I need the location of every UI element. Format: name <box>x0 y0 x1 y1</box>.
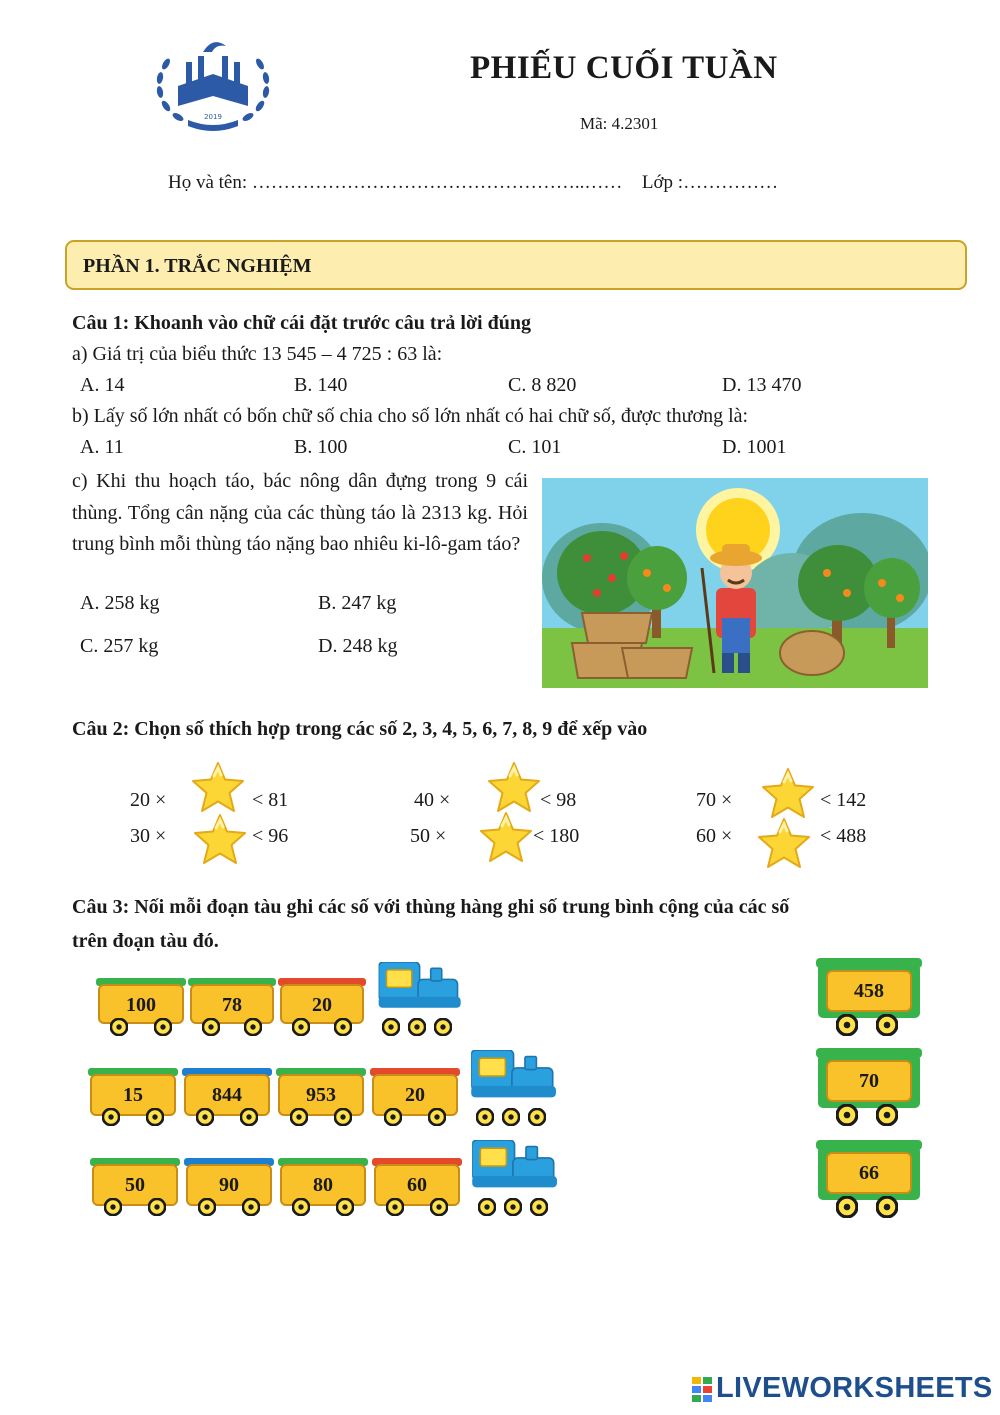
q3-title-line2: trên đoạn tàu đó. <box>72 930 219 952</box>
q2-item1-left: 20 × <box>130 789 167 811</box>
q2-item4-right: < 96 <box>252 825 289 847</box>
train-2-car-2: 844 <box>212 1084 242 1106</box>
section-1-title: PHẦN 1. TRẮC NGHIỆM <box>83 255 312 277</box>
train-1-car-3: 20 <box>312 994 332 1016</box>
logo-year: 2019 <box>204 113 222 121</box>
train-1-car-1: 100 <box>126 994 156 1016</box>
q1b-text: b) Lấy số lớn nhất có bốn chữ số chia cho số lớn nhất có hai chữ số, được thương là: <box>72 405 749 427</box>
q1c-option-a[interactable]: A. 258 kg <box>80 592 160 614</box>
q3-title-line1: Câu 3: Nối mỗi đoạn tàu ghi các số với thùng hàng ghi số trung bình cộng của các số <box>72 896 790 918</box>
q1a-option-b[interactable]: B. 140 <box>294 374 348 396</box>
worksheet-title: PHIẾU CUỐI TUẦN <box>470 50 778 86</box>
q2-item4-star-blank[interactable] <box>192 812 248 868</box>
train-3-car-1: 50 <box>125 1174 145 1196</box>
worksheet-code: Mã: 4.2301 <box>580 114 659 133</box>
train-2-car-1: 15 <box>123 1084 143 1106</box>
liveworksheets-logo-icon <box>692 1377 712 1403</box>
q1c-option-c[interactable]: C. 257 kg <box>80 635 159 657</box>
q2-item2-left: 40 × <box>414 789 451 811</box>
train-3-car-2: 90 <box>219 1174 239 1196</box>
train-2-car-3: 953 <box>306 1084 336 1106</box>
q1a-option-a[interactable]: A. 14 <box>80 374 125 396</box>
train-1[interactable] <box>96 962 476 1034</box>
train-3-car-4: 60 <box>407 1174 427 1196</box>
wagon-2-value: 70 <box>859 1070 879 1092</box>
q1a-option-c[interactable]: C. 8 820 <box>508 374 577 396</box>
q1a-option-d[interactable]: D. 13 470 <box>722 374 802 396</box>
q2-item1-star-blank[interactable] <box>190 760 246 816</box>
train-2-engine <box>462 1050 570 1112</box>
student-info-row <box>168 172 778 194</box>
q2-item6-star-blank[interactable] <box>756 816 812 872</box>
q2-item5-star-blank[interactable] <box>478 810 534 866</box>
q1a-text: a) Giá trị của biểu thức 13 545 – 4 725 : 63 là: <box>72 343 443 365</box>
q2-item1-right: < 81 <box>252 789 289 811</box>
q2-item3-left: 70 × <box>696 789 733 811</box>
wagon-1[interactable] <box>814 958 924 1036</box>
q2-item2-star-blank[interactable] <box>486 760 542 816</box>
q1c-option-b[interactable]: B. 247 kg <box>318 592 397 614</box>
train-1-car-2: 78 <box>222 994 242 1016</box>
train-3-engine <box>464 1140 570 1202</box>
class-field[interactable]: Lớp :…………… <box>641 172 779 193</box>
train-1-engine <box>368 962 476 1022</box>
q2-item6-left: 60 × <box>696 825 733 847</box>
q1-title: Câu 1: Khoanh vào chữ cái đặt trước câu trả lời đúng <box>72 312 531 334</box>
train-2-car-4: 20 <box>405 1084 425 1106</box>
wagon-3[interactable] <box>814 1140 924 1218</box>
section-1-header <box>65 240 967 290</box>
q2-item6-right: < 488 <box>820 825 867 847</box>
q1c-text: c) Khi thu hoạch táo, bác nông dân đựng trong 9 cái thùng. Tổng cân nặng của các thùng táo là 2313 kg. Hỏi trung bình mỗi thùng táo nặng bao nhiêu ki-lô-gam táo? <box>72 470 528 555</box>
liveworksheets-brand[interactable]: LIVEWORKSHEETS <box>716 1372 993 1404</box>
train-3[interactable] <box>90 1140 570 1216</box>
q1b-option-c[interactable]: C. 101 <box>508 436 562 458</box>
q2-item5-right: < 180 <box>533 825 580 847</box>
farmer-orchard-illustration <box>542 478 928 688</box>
q1b-option-b[interactable]: B. 100 <box>294 436 348 458</box>
school-logo <box>148 34 278 134</box>
wagon-3-value: 66 <box>859 1162 879 1184</box>
q1b-option-a[interactable]: A. 11 <box>80 436 124 458</box>
wagon-2[interactable] <box>814 1048 924 1126</box>
q2-item3-star-blank[interactable] <box>760 766 816 822</box>
train-3-car-3: 80 <box>313 1174 333 1196</box>
q2-item5-left: 50 × <box>410 825 447 847</box>
train-2[interactable] <box>88 1050 570 1126</box>
name-field[interactable]: Họ và tên: ……………………………………………..…… <box>168 172 623 193</box>
q2-item2-right: < 98 <box>540 789 577 811</box>
q2-item3-right: < 142 <box>820 789 867 811</box>
q1c-option-d[interactable]: D. 248 kg <box>318 635 398 657</box>
wagon-1-value: 458 <box>854 980 884 1002</box>
q1b-option-d[interactable]: D. 1001 <box>722 436 787 458</box>
q2-item4-left: 30 × <box>130 825 167 847</box>
q2-title: Câu 2: Chọn số thích hợp trong các số 2, 3, 4, 5, 6, 7, 8, 9 để xếp vào <box>72 718 648 740</box>
